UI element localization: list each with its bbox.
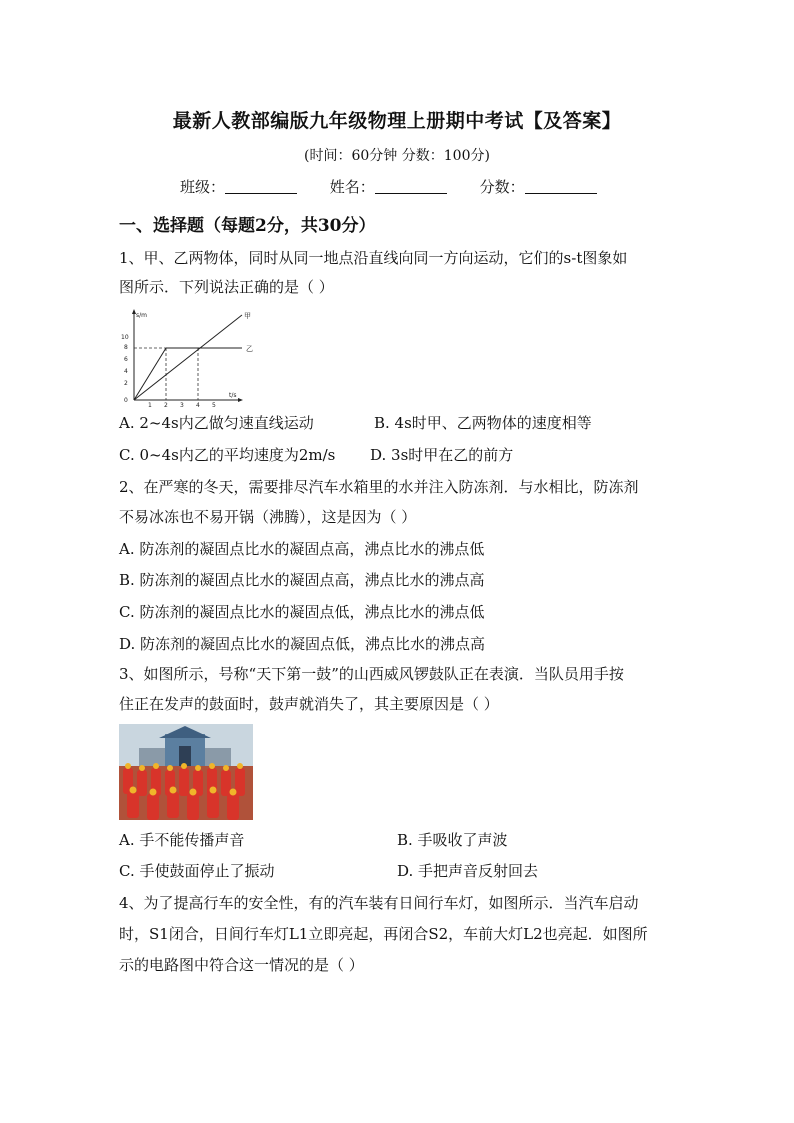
q4-line2: 时，S1闭合，日间行车灯L1立即亮起，再闭合S2，车前大灯L2也亮起．如图所 [119,925,648,943]
q3-option-d[interactable]: D. 手把声音反射回去 [397,862,539,880]
y-tick: 10 [121,334,129,341]
line-yi [134,348,166,400]
q2-option-b[interactable]: B. 防冻剂的凝固点比水的凝固点高，沸点比水的沸点高 [119,571,485,589]
q3-option-a[interactable]: A. 手不能传播声音 [119,831,245,849]
section-title: 一、选择题（每题2分，共30分） [119,216,376,236]
q3-line2: 住正在发声的鼓面时，鼓声就消失了，其主要原因是（ ） [119,695,499,713]
x-tick: 3 [180,402,184,408]
q2-option-c[interactable]: C. 防冻剂的凝固点比水的凝固点低，沸点比水的沸点低 [119,603,485,621]
q2-line1: 2、在严寒的冬天，需要排尽汽车水箱里的水并注入防冻剂．与水相比，防冻剂 [119,478,639,496]
drum-performance-photo [119,724,253,820]
q1-line1: 1、甲、乙两物体，同时从同一地点沿直线向同一方向运动，它们的s-t图象如 [119,249,628,267]
class-blank[interactable] [225,179,297,194]
y-unit-label: s/m [136,312,147,319]
q1-option-b[interactable]: B. 4s时甲、乙两物体的速度相等 [374,414,592,432]
q1-option-a[interactable]: A. 2~4s内乙做匀速直线运动 [119,414,314,432]
label-jia: 甲 [244,312,251,320]
q2-option-d[interactable]: D. 防冻剂的凝固点比水的凝固点低，沸点比水的沸点高 [119,635,486,653]
info-fields [180,176,625,197]
x-tick: 2 [164,402,168,408]
y-tick: 8 [124,344,128,351]
q1-option-c[interactable]: C. 0~4s内乙的平均速度为2m/s [119,446,336,464]
exam-subtitle: (时间：60分钟 分数：100分) [304,148,490,164]
q1-st-graph [116,308,256,408]
score-blank[interactable] [525,179,597,194]
x-tick: 4 [196,402,200,408]
q3-option-c[interactable]: C. 手使鼓面停止了振动 [119,862,275,880]
q1-line2: 图所示．下列说法正确的是（ ） [119,278,334,296]
q1-option-d[interactable]: D. 3s时甲在乙的前方 [370,446,514,464]
q4-line1: 4、为了提高行车的安全性，有的汽车装有日间行车灯，如图所示．当汽车启动 [119,894,639,912]
line-jia [134,315,242,400]
q2-option-a[interactable]: A. 防冻剂的凝固点比水的凝固点高，沸点比水的沸点低 [119,540,485,558]
q3-option-b[interactable]: B. 手吸收了声波 [397,831,508,849]
name-label: 姓名： [329,178,375,196]
label-yi: 乙 [246,345,253,353]
exam-title: 最新人教部编版九年级物理上册期中考试【及答案】 [172,110,622,132]
y-tick: 0 [124,397,128,404]
x-unit-label: t/s [229,392,237,399]
y-tick: 4 [124,368,128,375]
q2-line2: 不易冰冻也不易开锅（沸腾），这是因为（ ） [119,508,417,526]
q4-line3: 示的电路图中符合这一情况的是（ ） [119,956,364,974]
y-tick: 2 [124,380,128,387]
x-tick: 1 [148,402,152,408]
class-label: 班级： [180,178,226,196]
y-tick: 6 [124,356,128,363]
name-blank[interactable] [375,179,447,194]
x-tick: 5 [212,402,216,408]
q3-line1: 3、如图所示，号称“天下第一鼓”的山西威风锣鼓队正在表演．当队员用手按 [119,665,624,683]
score-label: 分数： [479,178,525,196]
